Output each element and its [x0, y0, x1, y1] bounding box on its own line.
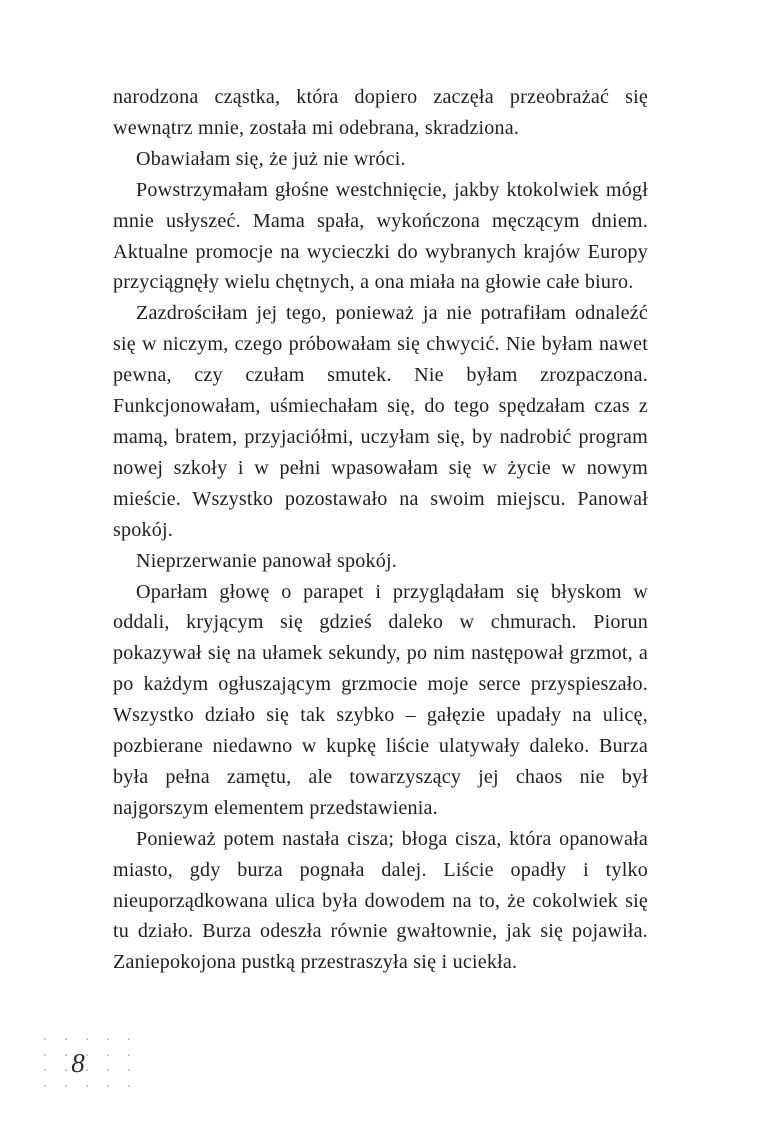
paragraph: Oparłam głowę o parapet i przyglądałam się błyskom w oddali, kryjącym się gdzieś daleko w chmurach. Piorun pokazywał się na ułamek sekundy, po nim następował grzmot, a po każdym ogłuszającym grzmocie moje serce przyspieszało. Wszystko działo się tak szybko – gałęzie upadały na ulicę, pozbierane niedawno w kupkę liście ulatywały daleko. Burza była pełna zamętu, ale towarzyszący jej chaos nie był najgorszym elementem przedstawienia.	[113, 580, 648, 819]
paragraph: narodzona cząstka, która dopiero zaczęła przeobrażać się wewnątrz mnie, została mi odebrana, skradziona.	[113, 86, 648, 139]
paragraph: Zazdrościłam jej tego, ponieważ ja nie potrafiłam odnaleźć się w niczym, czego próbowałam się chwycić. Nie byłam nawet pewna, czy czułam smutek. Nie byłam zrozpaczona. Funkcjonowałam, uśmiechałam się, do tego spędzałam czas z mamą, bratem, przyjaciółmi, uczyłam się, by nadrobić program nowej szkoły i w pełni wpasowałam się w życie w nowym mieście. Wszystko pozostawało na swoim miejscu. Panował spokój.	[113, 302, 648, 541]
paragraph: Powstrzymałam głośne westchnięcie, jakby ktokolwiek mógł mnie usłyszeć. Mama spała, wykończona męczącym dniem. Aktualne promocje na wycieczki do wybranych krajów Europy przyciągnęły wielu chętnych, a ona miała na głowie całe biuro.	[113, 178, 648, 294]
paragraph: Ponieważ potem nastała cisza; błoga cisza, która opanowała miasto, gdy burza pognała dalej. Liście opadły i tylko nieuporządkowana ulica była dowodem na to, że cokolwiek się tu działo. Burza odeszła równie gwałtownie, jak się pojawiła. Zaniepokojona pustką przestraszyła się i uciekła.	[113, 827, 648, 974]
paragraph: Obawiałam się, że już nie wróci.	[136, 147, 406, 170]
paragraph: Nieprzerwanie panował spokój.	[136, 549, 398, 572]
page-number-ornament	[35, 1031, 139, 1094]
page-number: 8	[71, 1048, 85, 1078]
body-text	[113, 82, 648, 978]
